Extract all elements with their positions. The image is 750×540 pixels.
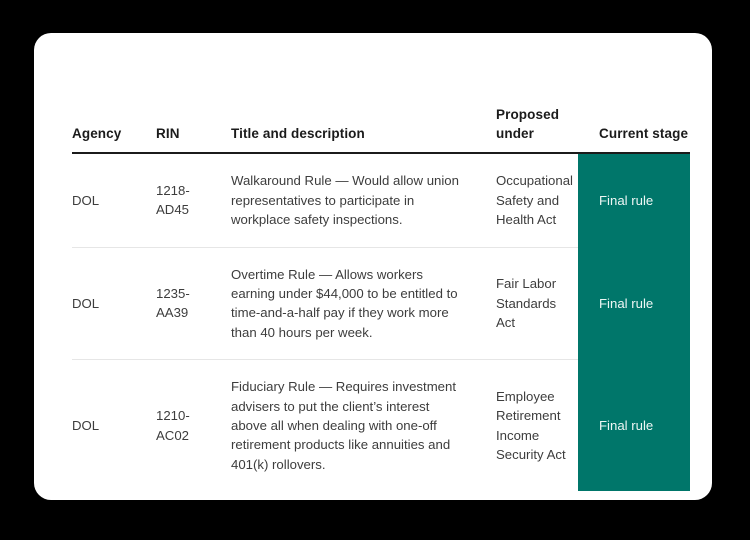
rin-line-2: AD45 <box>156 202 189 218</box>
regulatory-rules-table <box>72 105 690 491</box>
cell-current-stage <box>578 360 690 492</box>
table-row <box>72 247 690 360</box>
cell-title-and-description: Fiduciary Rule — Requires investment advisers to put the client’s interest above all when dealing with one-off retirement products like annuities and 401(k) rollovers. <box>231 379 457 472</box>
cell-title-and-description: Walkaround Rule — Would allow union representatives to participate in workplace safety inspections. <box>220 153 485 247</box>
cell-agency: DOL <box>72 153 156 247</box>
rin-line-2: AA39 <box>156 305 189 321</box>
table-row <box>72 360 690 492</box>
cell-current-stage <box>578 153 690 247</box>
rules-card <box>34 33 712 500</box>
column-header-agency: Agency <box>72 105 156 153</box>
table-row <box>72 153 690 247</box>
cell-current-stage <box>578 247 690 360</box>
rin-line-1: 1235- <box>156 285 190 301</box>
cell-proposed-under: Occupational Safety and Health Act <box>485 153 578 247</box>
rin-line-1: 1218- <box>156 183 190 199</box>
table-header-row <box>72 105 690 153</box>
cell-proposed-under: Employee Retirement Income Security Act <box>496 388 566 463</box>
cell-proposed-under: Fair Labor Standards Act <box>485 247 578 360</box>
status-badge: Final rule <box>599 295 654 311</box>
status-badge: Final rule <box>599 192 654 208</box>
cell-rin <box>156 153 220 247</box>
column-header-rin: RIN <box>156 105 220 153</box>
cell-agency: DOL <box>72 247 156 360</box>
cell-rin <box>156 360 220 492</box>
cell-title-and-description: Overtime Rule — Allows workers earning under $44,000 to be entitled to time-and-a-half pay if they work more than 40 hours per week. <box>220 247 485 360</box>
column-header-title-and-description: Title and description <box>220 105 485 153</box>
column-header-proposed-under: Proposed under <box>485 105 578 153</box>
rin-line-2: AC02 <box>156 427 189 443</box>
rin-line-1: 1210- <box>156 408 190 424</box>
table-header <box>72 105 690 153</box>
column-header-current-stage: Current stage <box>578 105 690 153</box>
status-badge: Final rule <box>599 417 654 433</box>
cell-rin <box>156 247 220 360</box>
cell-agency: DOL <box>72 417 100 433</box>
table-body <box>72 153 690 491</box>
